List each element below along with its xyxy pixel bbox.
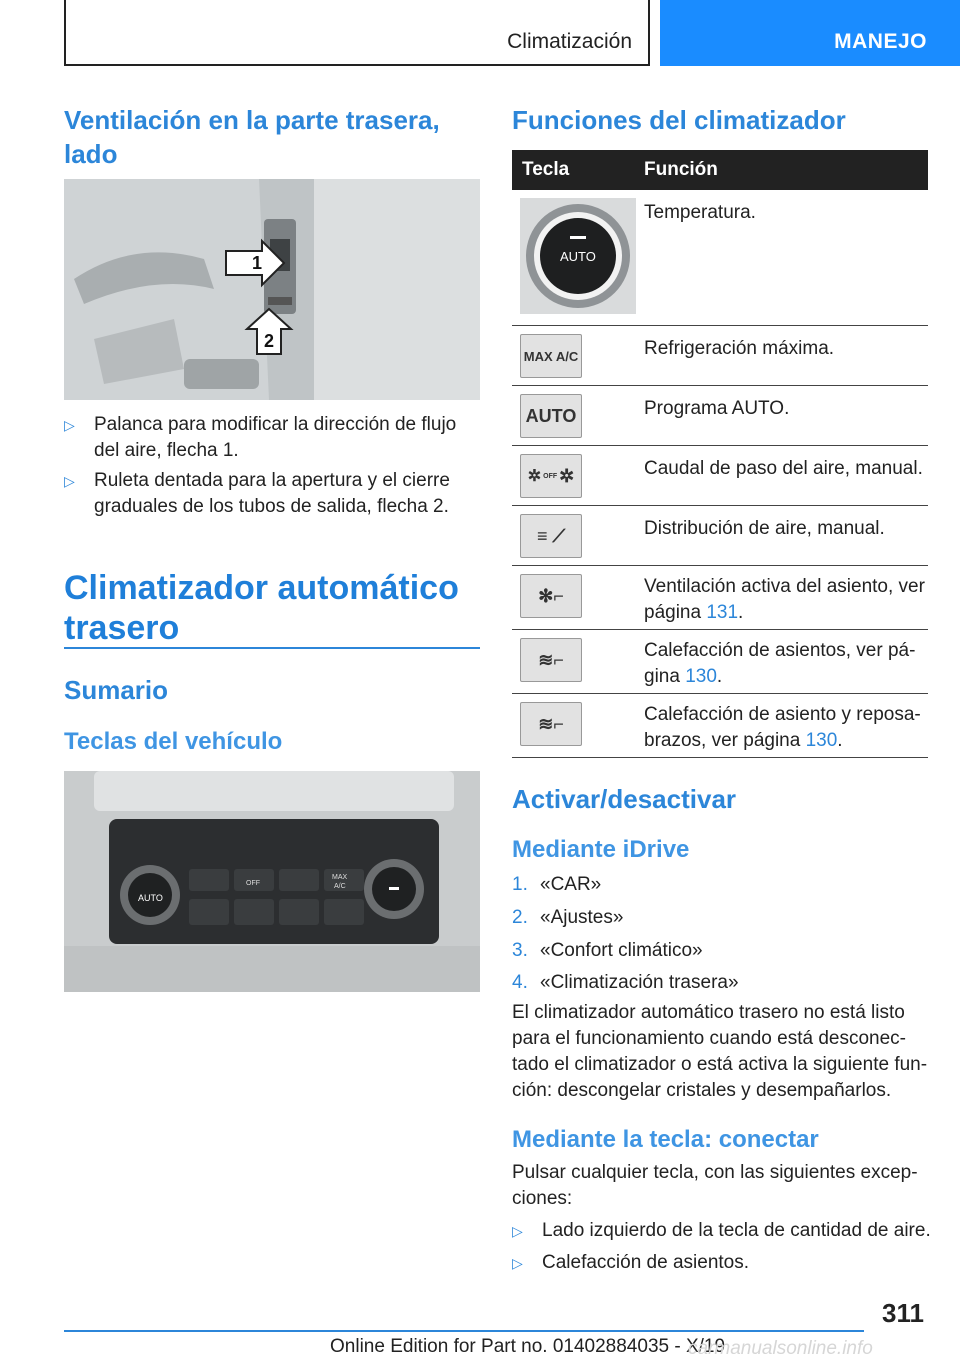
panel-off-label: OFF (246, 880, 260, 887)
fan-icon: ✲ OFF ✲ (520, 454, 582, 498)
bullet-item: ▷ Palanca para modificar la dirección de flujo del aire, flecha 1. (64, 414, 457, 461)
table-header-key: Tecla (522, 159, 570, 180)
bullet-item: ▷ Calefacción de asientos. (512, 1250, 932, 1276)
function-text: Caudal de paso del aire, manual. (644, 458, 923, 479)
triangle-bullet-icon: ▷ (512, 1255, 523, 1271)
rear-climate-panel-image (64, 771, 480, 992)
temperature-knob-icon (520, 198, 636, 314)
subsection-title-summary: Sumario (64, 675, 169, 705)
page-link[interactable]: 130 (805, 730, 838, 751)
header-section-title: Climatización (507, 30, 632, 53)
edition-note: Online Edition for Part no. 01402884035 - X/19 (330, 1336, 726, 1357)
callout-2: 2 (264, 331, 275, 351)
air-distribution-icon: ≡ ⟋ (520, 514, 582, 558)
table-row (512, 566, 928, 630)
seat-armrest-heating-icon: ≋⌐ (520, 702, 582, 746)
list-item: 2. «Ajustes» (512, 907, 624, 928)
table-row (512, 694, 928, 758)
table-header-function: Función (644, 159, 718, 180)
section-divider (64, 647, 480, 649)
side-ventilation-image (64, 179, 480, 400)
list-item: 3. «Confort climático» (512, 940, 703, 961)
list-item: 1. «CAR» (512, 874, 602, 895)
functions-table (512, 150, 928, 758)
page-link[interactable]: 130 (685, 666, 717, 687)
function-text: Calefacción de asiento y reposa-brazos, ver página 130. (644, 704, 921, 751)
footer-divider (64, 1330, 864, 1332)
key-paragraph: Pulsar cualquier tecla, con las siguientes excep-ciones: (512, 1162, 918, 1209)
svg-text:AUTO: AUTO (560, 249, 596, 264)
header-chapter-tab[interactable] (660, 0, 960, 66)
table-row (512, 506, 928, 566)
page-number: 311 (882, 1298, 924, 1328)
list-item: 4. «Climatización trasera» (512, 972, 739, 993)
triangle-bullet-icon: ▷ (64, 417, 75, 433)
section-title-rear-ventilation: Ventilación en la parte trasera, lado (64, 105, 440, 169)
triangle-bullet-icon: ▷ (64, 473, 75, 489)
function-text: Programa AUTO. (644, 398, 790, 419)
section-title-activate: Activar/desactivar (512, 784, 737, 814)
bullet-item: ▷ Lado izquierdo de la tecla de cantidad de aire. (512, 1218, 932, 1244)
function-text: Calefacción de asientos, ver pá-gina 130. (644, 640, 916, 687)
table-row (512, 326, 928, 386)
table-row (512, 630, 928, 694)
subsection-title-vehicle-keys: Teclas del vehículo (64, 728, 283, 755)
seat-ventilation-icon: ✻⌐ (520, 574, 582, 618)
function-text: Distribución de aire, manual. (644, 518, 885, 539)
function-text: Refrigeración máxima. (644, 338, 835, 359)
subsection-title-key: Mediante la tecla: conectar (512, 1126, 819, 1153)
bullet-item: ▷ Ruleta dentada para la apertura y el cierre graduales de los tubos de salida, flecha 2. (64, 470, 450, 517)
section-title-rear-climate: Climatizador automático trasero (64, 569, 459, 647)
seat-heating-icon: ≋⌐ (520, 638, 582, 682)
header-chapter-label: MANEJO (834, 30, 927, 53)
panel-auto-label: AUTO (138, 893, 163, 903)
callout-1: 1 (252, 253, 263, 273)
auto-icon: AUTO (520, 394, 582, 438)
section-title-climate-functions: Funciones del climatizador (512, 105, 846, 135)
header-section-box (64, 0, 650, 66)
panel-max-label: MAX (332, 874, 348, 881)
watermark: carmanualsonline.info (688, 1338, 873, 1359)
triangle-bullet-icon: ▷ (512, 1223, 523, 1239)
idrive-paragraph: El climatizador automático trasero no está listo para el funcionamiento cuando está desconec-tado el climatizador o está activa la siguiente fun-ción: descongelar cristales y desempañarlos. (512, 1002, 928, 1101)
table-row (512, 190, 928, 326)
function-text: Ventilación activa del asiento, ver página 131. (644, 576, 925, 623)
table-row (512, 386, 928, 446)
table-header (512, 150, 928, 190)
page-link[interactable]: 131 (706, 602, 739, 623)
subsection-title-idrive: Mediante iDrive (512, 836, 690, 863)
table-row (512, 446, 928, 506)
max-ac-icon: MAX A/C (520, 334, 582, 378)
panel-ac-label: A/C (334, 883, 346, 890)
function-text: Temperatura. (644, 202, 756, 223)
